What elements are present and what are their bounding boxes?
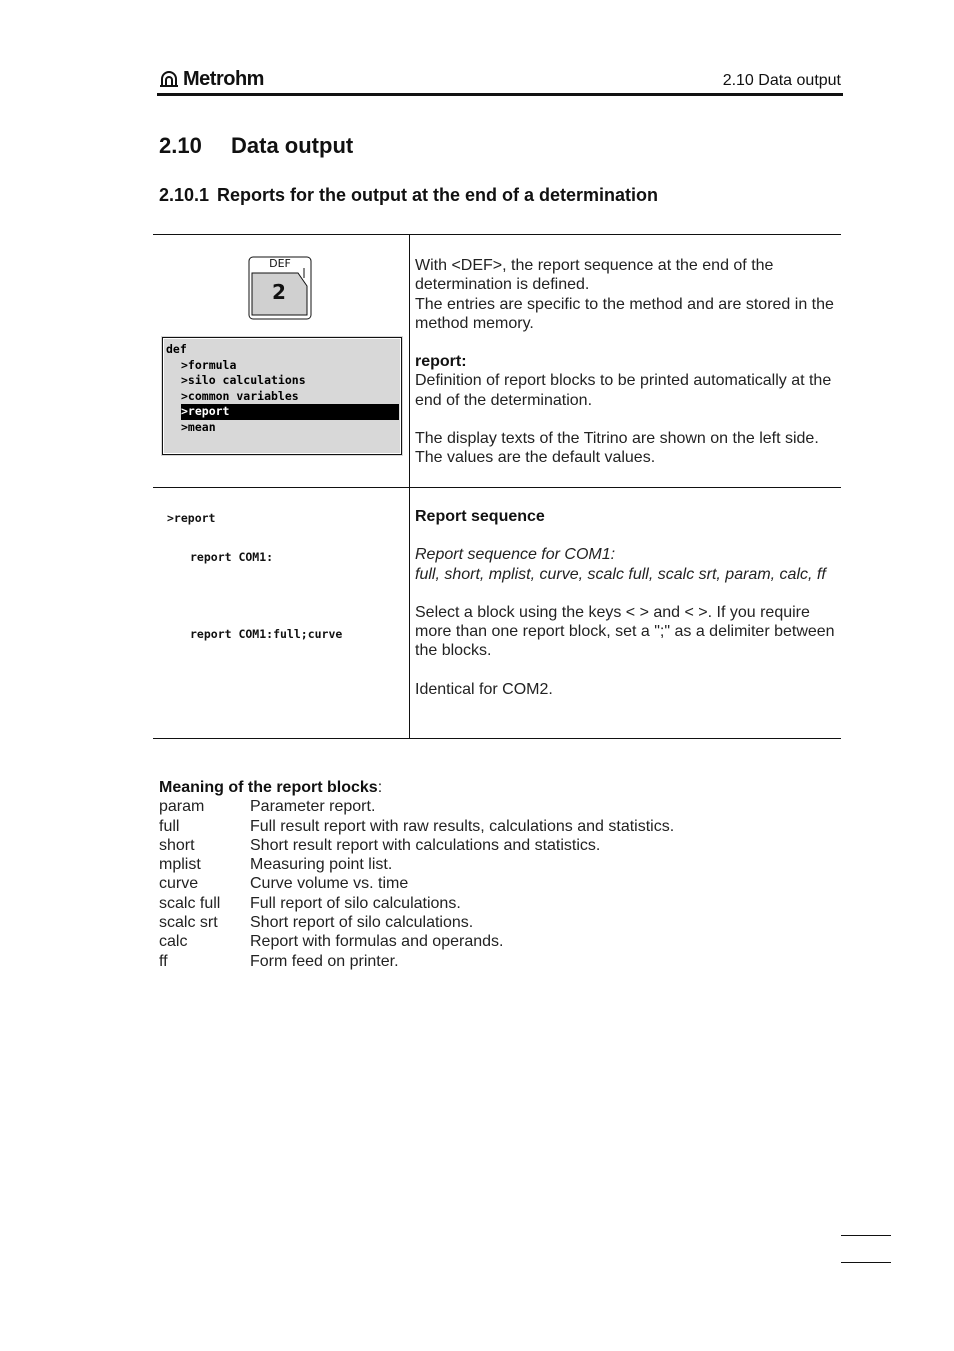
row1-paragraph2: The entries are specific to the method and are stored in the method memory. [415, 295, 834, 332]
display-item-formula: >formula [181, 357, 237, 372]
report-heading: report: [415, 353, 467, 371]
display-item-silo-calculations: >silo calculations [181, 373, 306, 388]
list-item [159, 932, 674, 951]
term-description: Form feed on printer. [250, 952, 399, 970]
display-item-common-variables: >common variables [181, 388, 299, 403]
report-sequence-com1: Report sequence for COM1: [415, 546, 616, 564]
list-item [159, 894, 674, 913]
brand-name: Metrohm [183, 67, 264, 90]
term-description: Measuring point list. [250, 856, 393, 874]
term: calc [159, 933, 188, 951]
key-number: 2 [272, 280, 286, 304]
identical-com2: Identical for COM2. [415, 680, 553, 698]
subsection-heading [159, 185, 658, 206]
section-number: 2.10 [159, 133, 202, 158]
display-item-mean: >mean [181, 419, 216, 434]
row1-description [415, 256, 839, 468]
display-item-report: >report [181, 404, 399, 420]
term: mplist [159, 856, 201, 874]
section-heading [159, 133, 353, 159]
meaning-title-colon: : [377, 779, 383, 796]
key-label: DEF [269, 257, 291, 270]
list-item [159, 817, 674, 836]
term: param [159, 798, 205, 816]
list-item [159, 874, 674, 893]
term-description: Full report of silo calculations. [250, 894, 461, 912]
term-description: Short report of silo calculations. [250, 914, 474, 932]
report-sequence-heading: Report sequence [415, 508, 545, 525]
table-column-divider [409, 234, 410, 739]
metrohm-logo-icon [159, 69, 179, 89]
footer-rule-top [841, 1235, 891, 1236]
term: scalc full [159, 894, 221, 912]
subsection-number: 2.10.1 [159, 185, 210, 205]
term-description: Full result report with raw results, calculations and statistics. [250, 817, 675, 835]
table-top-rule [153, 234, 841, 235]
report-com1-line: report COM1: [190, 550, 274, 564]
term: curve [159, 875, 199, 893]
term-description: Report with formulas and operands. [250, 933, 504, 951]
table-bottom-rule [153, 738, 841, 739]
report-menu-entry: >report [167, 511, 216, 525]
footer-rule-bottom [841, 1262, 891, 1263]
row2-description [415, 507, 839, 699]
term-description: Curve volume vs. time [250, 875, 409, 893]
header-rule [157, 93, 843, 96]
term-description: Parameter report. [250, 798, 376, 816]
report-com1-default: report COM1:full;curve [190, 627, 343, 641]
term-description: Short result report with calculations and statistics. [250, 836, 601, 854]
list-item [159, 855, 674, 874]
term: full [159, 817, 180, 835]
display-item-report-selected [166, 404, 398, 420]
section-title: Data output [231, 133, 354, 158]
select-block-text: Select a block using the keys < > and < >. If you require more than one report block, set a ";" as a delimiter between the blocks. [415, 603, 835, 660]
list-item [159, 913, 674, 932]
titrino-display [162, 337, 402, 455]
table-middle-rule [153, 487, 841, 488]
display-title: def [166, 342, 187, 356]
row1-paragraph1: With <DEF>, the report sequence at the end of the determination is defined. [415, 257, 774, 294]
term: scalc srt [159, 914, 218, 932]
report-blocks-meaning [159, 778, 674, 971]
row1-note: The display texts of the Titrino are shown on the left side. The values are the default values. [415, 430, 819, 467]
report-text: Definition of report blocks to be printed automatically at the end of the determination. [415, 372, 832, 409]
header-section-title: 2.10 Data output [722, 72, 841, 89]
list-item [159, 952, 674, 971]
def-key-icon [248, 256, 312, 320]
brand-logo [159, 66, 264, 92]
report-sequence-options: full, short, mplist, curve, scalc full, scalc srt, param, calc, ff [415, 565, 826, 583]
term: short [159, 836, 195, 854]
term: ff [159, 952, 168, 970]
list-item [159, 797, 674, 816]
meaning-title: Meaning of the report blocks [159, 779, 378, 796]
list-item [159, 836, 674, 855]
subsection-title: Reports for the output at the end of a determination [217, 185, 659, 205]
